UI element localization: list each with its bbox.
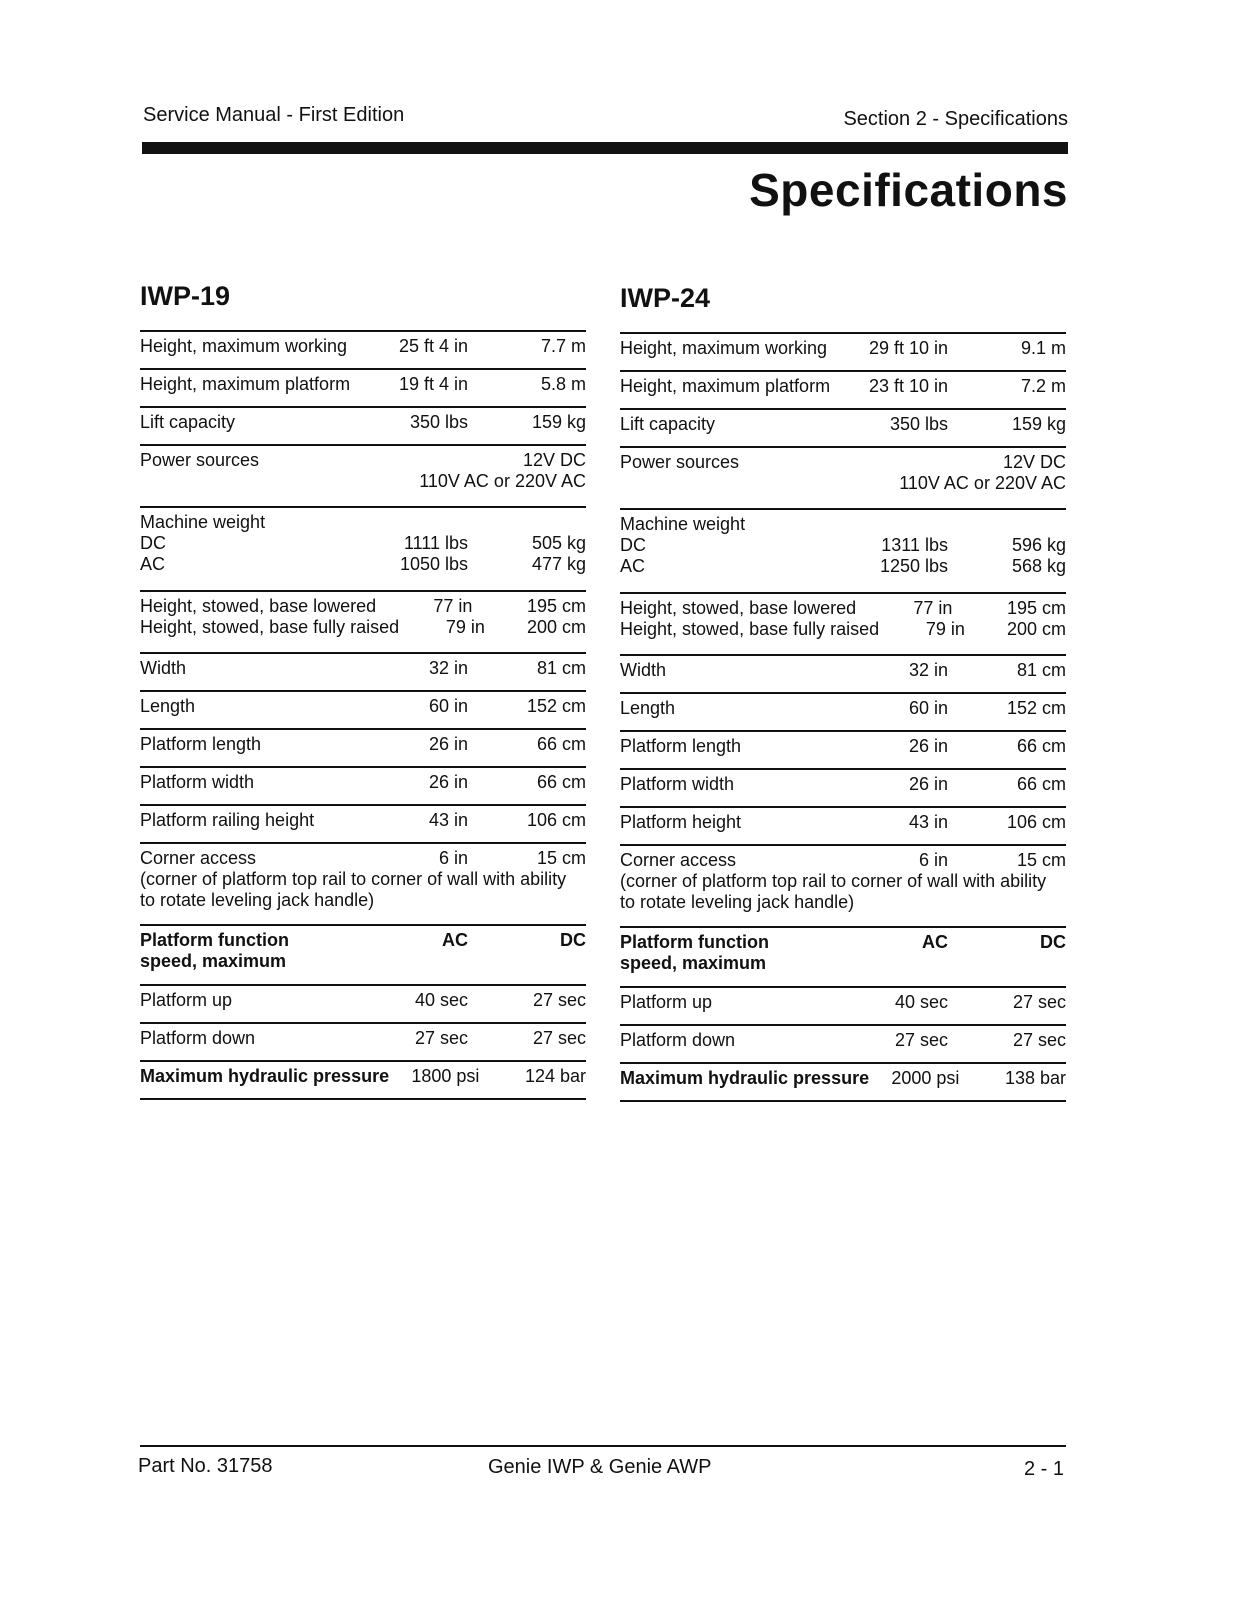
spec-line <box>620 376 1066 397</box>
spec-line <box>140 930 586 951</box>
spec-line <box>140 658 586 679</box>
spec-label: Platform width <box>140 772 255 792</box>
spec-value-imperial: 32 in <box>908 660 948 680</box>
spec-value-imperial: 32 in <box>428 658 468 678</box>
spec-label: Length <box>620 698 676 718</box>
spec-value-imperial: 1311 lbs <box>881 535 948 555</box>
model-heading: IWP-19 <box>140 281 231 311</box>
spec-row <box>140 330 586 368</box>
spec-value-metric: 195 cm <box>526 596 586 616</box>
spec-value-imperial: 77 in <box>913 598 953 618</box>
spec-line <box>140 1028 586 1049</box>
spec-value-imperial: 29 ft 10 in <box>868 338 948 358</box>
spec-value-imperial: 6 in <box>438 848 468 868</box>
spec-row <box>140 406 586 444</box>
spec-label: Lift capacity <box>140 412 236 432</box>
spec-row <box>620 508 1066 592</box>
spec-row <box>140 368 586 406</box>
spec-label: Machine weight <box>140 512 266 532</box>
spec-row <box>140 984 586 1022</box>
page-title: Specifications <box>749 164 1068 216</box>
spec-row <box>140 690 586 728</box>
spec-value-imperial: 1111 lbs <box>403 533 468 553</box>
spec-line <box>620 598 1066 619</box>
spec-note: to rotate leveling jack handle) <box>620 892 855 912</box>
spec-row <box>620 446 1066 508</box>
spec-label: DC <box>620 535 646 555</box>
spec-row <box>140 652 586 690</box>
spec-row <box>620 844 1066 926</box>
spec-value-metric: 66 cm <box>1016 774 1066 794</box>
spec-value-imperial: 26 in <box>908 736 948 756</box>
spec-label: Platform up <box>140 990 233 1010</box>
spec-row <box>620 730 1066 768</box>
spec-value-metric: 27 sec <box>1012 1030 1066 1050</box>
spec-line <box>620 338 1066 359</box>
spec-label: Maximum hydraulic pressure <box>620 1068 870 1088</box>
spec-label: Platform height <box>620 812 742 832</box>
spec-value-imperial: 79 in <box>925 619 965 639</box>
spec-line <box>140 810 586 831</box>
spec-label: speed, maximum <box>140 951 287 971</box>
spec-label: Maximum hydraulic pressure <box>140 1066 390 1086</box>
spec-row <box>620 1024 1066 1062</box>
spec-line <box>620 1030 1066 1051</box>
spec-value-imperial: 27 sec <box>894 1030 948 1050</box>
spec-column-iwp24 <box>620 282 1066 1102</box>
spec-value-metric: 152 cm <box>526 696 586 716</box>
spec-line <box>620 660 1066 681</box>
spec-label: Height, maximum platform <box>140 374 351 394</box>
spec-label: Height, stowed, base fully raised <box>140 617 400 637</box>
spec-label: Width <box>140 658 187 678</box>
spec-value-metric: 15 cm <box>1016 850 1066 870</box>
spec-line <box>620 414 1066 435</box>
spec-row <box>620 986 1066 1024</box>
spec-row <box>620 806 1066 844</box>
spec-value-metric: 195 cm <box>1006 598 1066 618</box>
spec-value-imperial: 1250 lbs <box>879 556 948 576</box>
spec-label: Height, maximum working <box>620 338 828 358</box>
spec-row <box>140 506 586 590</box>
spec-value-imperial: 23 ft 10 in <box>868 376 948 396</box>
spec-value-imperial: 60 in <box>428 696 468 716</box>
spec-label: Platform function <box>140 930 289 950</box>
spec-label: Height, maximum working <box>140 336 348 356</box>
spec-value-imperial: AC <box>922 932 948 952</box>
spec-row <box>140 842 586 924</box>
spec-value-imperial: 350 lbs <box>409 412 468 432</box>
spec-value-metric: 27 sec <box>532 1028 586 1048</box>
spec-line <box>140 734 586 755</box>
footer-product-name: Genie IWP & Genie AWP <box>488 1456 712 1478</box>
spec-value-metric: 477 kg <box>531 554 586 574</box>
spec-line <box>140 617 586 638</box>
spec-line <box>620 556 1066 577</box>
spec-row <box>140 766 586 804</box>
spec-value-metric: 66 cm <box>536 772 586 792</box>
spec-line <box>620 850 1066 871</box>
spec-value-metric: 81 cm <box>1016 660 1066 680</box>
spec-label: Platform down <box>140 1028 256 1048</box>
spec-value-metric: 27 sec <box>1012 992 1066 1012</box>
spec-value-metric: 152 cm <box>1006 698 1066 718</box>
spec-value-imperial: 27 sec <box>414 1028 468 1048</box>
spec-line <box>140 1066 586 1087</box>
spec-row <box>620 332 1066 370</box>
spec-label: Platform down <box>620 1030 736 1050</box>
spec-row <box>620 768 1066 806</box>
spec-line <box>140 696 586 717</box>
spec-value: 12V DC <box>1002 452 1066 472</box>
spec-label: DC <box>140 533 166 553</box>
spec-label: Height, stowed, base lowered <box>620 598 857 618</box>
spec-label: Platform railing height <box>140 810 315 830</box>
spec-value-imperial: 43 in <box>428 810 468 830</box>
spec-label: Length <box>140 696 196 716</box>
spec-value-metric: 159 kg <box>531 412 586 432</box>
spec-value-imperial: AC <box>442 930 468 950</box>
spec-value-imperial: 40 sec <box>894 992 948 1012</box>
spec-value-metric: 27 sec <box>532 990 586 1010</box>
spec-value-metric: 568 kg <box>1011 556 1066 576</box>
footer-part-number: Part No. 31758 <box>138 1455 273 1477</box>
footer-rule <box>140 1445 1066 1447</box>
model-heading: IWP-24 <box>620 283 711 313</box>
spec-value-metric: 106 cm <box>526 810 586 830</box>
spec-value: 110V AC or 220V AC <box>419 471 586 491</box>
spec-value-imperial: 1050 lbs <box>399 554 468 574</box>
spec-value: 110V AC or 220V AC <box>899 473 1066 493</box>
spec-value-metric: 9.1 m <box>1020 338 1066 358</box>
spec-value-metric: 15 cm <box>536 848 586 868</box>
spec-value-imperial: 60 in <box>908 698 948 718</box>
spec-label: Platform up <box>620 992 713 1012</box>
spec-line <box>140 848 586 869</box>
spec-value-metric: 138 bar <box>1004 1068 1066 1088</box>
spec-value-imperial: 26 in <box>428 734 468 754</box>
footer-page-number: 2 - 1 <box>1023 1458 1064 1480</box>
spec-line <box>140 554 586 575</box>
spec-value-metric: 66 cm <box>536 734 586 754</box>
spec-value-imperial: 1800 psi <box>411 1066 480 1086</box>
spec-line <box>140 374 586 395</box>
spec-row <box>620 370 1066 408</box>
spec-row <box>140 804 586 842</box>
header-rule <box>142 142 1068 154</box>
spec-line <box>140 772 586 793</box>
spec-value-imperial: 43 in <box>908 812 948 832</box>
spec-row <box>140 590 586 652</box>
spec-label: Platform function <box>620 932 769 952</box>
spec-note: to rotate leveling jack handle) <box>140 890 375 910</box>
spec-value-metric: 505 kg <box>531 533 586 553</box>
spec-value-metric: 66 cm <box>1016 736 1066 756</box>
spec-value-metric: 200 cm <box>526 617 586 637</box>
spec-value-metric: 7.2 m <box>1020 376 1066 396</box>
spec-row <box>620 1062 1066 1102</box>
spec-line <box>620 932 1066 953</box>
header-manual-title: Service Manual - First Edition <box>143 104 405 126</box>
spec-line <box>620 535 1066 556</box>
spec-row <box>140 924 586 984</box>
spec-label: Height, stowed, base fully raised <box>620 619 880 639</box>
spec-row <box>140 1060 586 1100</box>
spec-value-metric: 124 bar <box>524 1066 586 1086</box>
spec-line <box>620 774 1066 795</box>
spec-label: Platform length <box>140 734 262 754</box>
spec-label: Width <box>620 660 667 680</box>
spec-line <box>140 450 586 471</box>
spec-line <box>140 533 586 554</box>
spec-value-metric: 106 cm <box>1006 812 1066 832</box>
spec-line <box>620 1068 1066 1089</box>
spec-line <box>620 992 1066 1013</box>
spec-value-metric: DC <box>560 930 586 950</box>
spec-line <box>140 990 586 1011</box>
spec-value-metric: 81 cm <box>536 658 586 678</box>
spec-value-metric: 596 kg <box>1011 535 1066 555</box>
spec-label: Platform width <box>620 774 735 794</box>
spec-row <box>620 592 1066 654</box>
spec-value-metric: 200 cm <box>1006 619 1066 639</box>
spec-row <box>140 1022 586 1060</box>
spec-row <box>620 692 1066 730</box>
spec-label: Height, stowed, base lowered <box>140 596 377 616</box>
spec-value-imperial: 19 ft 4 in <box>398 374 468 394</box>
spec-label: speed, maximum <box>620 953 767 973</box>
spec-row <box>140 444 586 506</box>
spec-row <box>620 926 1066 986</box>
spec-value-metric: DC <box>1040 932 1066 952</box>
spec-line <box>140 596 586 617</box>
spec-label: Power sources <box>140 450 260 470</box>
spec-value-imperial: 25 ft 4 in <box>398 336 468 356</box>
spec-line <box>620 619 1066 640</box>
spec-label: Power sources <box>620 452 740 472</box>
spec-value: 12V DC <box>522 450 586 470</box>
spec-value-imperial: 77 in <box>433 596 473 616</box>
spec-value-imperial: 26 in <box>428 772 468 792</box>
spec-note: (corner of platform top rail to corner of wall with ability <box>620 871 1047 891</box>
spec-value-metric: 159 kg <box>1011 414 1066 434</box>
spec-line <box>140 412 586 433</box>
spec-line <box>620 812 1066 833</box>
spec-row <box>620 408 1066 446</box>
spec-value-imperial: 6 in <box>918 850 948 870</box>
spec-value-metric: 5.8 m <box>540 374 586 394</box>
spec-value-metric: 7.7 m <box>540 336 586 356</box>
spec-row <box>140 728 586 766</box>
spec-label: AC <box>620 556 646 576</box>
header-section-title: Section 2 - Specifications <box>843 108 1068 130</box>
spec-value-imperial: 350 lbs <box>889 414 948 434</box>
spec-label: Platform length <box>620 736 742 756</box>
spec-value-imperial: 26 in <box>908 774 948 794</box>
spec-value-imperial: 79 in <box>445 617 485 637</box>
spec-label: Corner access <box>140 848 257 868</box>
spec-value-imperial: 40 sec <box>414 990 468 1010</box>
spec-line <box>620 698 1066 719</box>
spec-note: (corner of platform top rail to corner of wall with ability <box>140 869 567 889</box>
spec-value-imperial: 2000 psi <box>891 1068 960 1088</box>
spec-line <box>140 336 586 357</box>
spec-line <box>620 452 1066 473</box>
spec-label: Machine weight <box>620 514 746 534</box>
spec-line <box>620 736 1066 757</box>
spec-column-iwp19 <box>140 280 586 1100</box>
spec-label: AC <box>140 554 166 574</box>
spec-label: Lift capacity <box>620 414 716 434</box>
spec-label: Height, maximum platform <box>620 376 831 396</box>
spec-label: Corner access <box>620 850 737 870</box>
spec-row <box>620 654 1066 692</box>
